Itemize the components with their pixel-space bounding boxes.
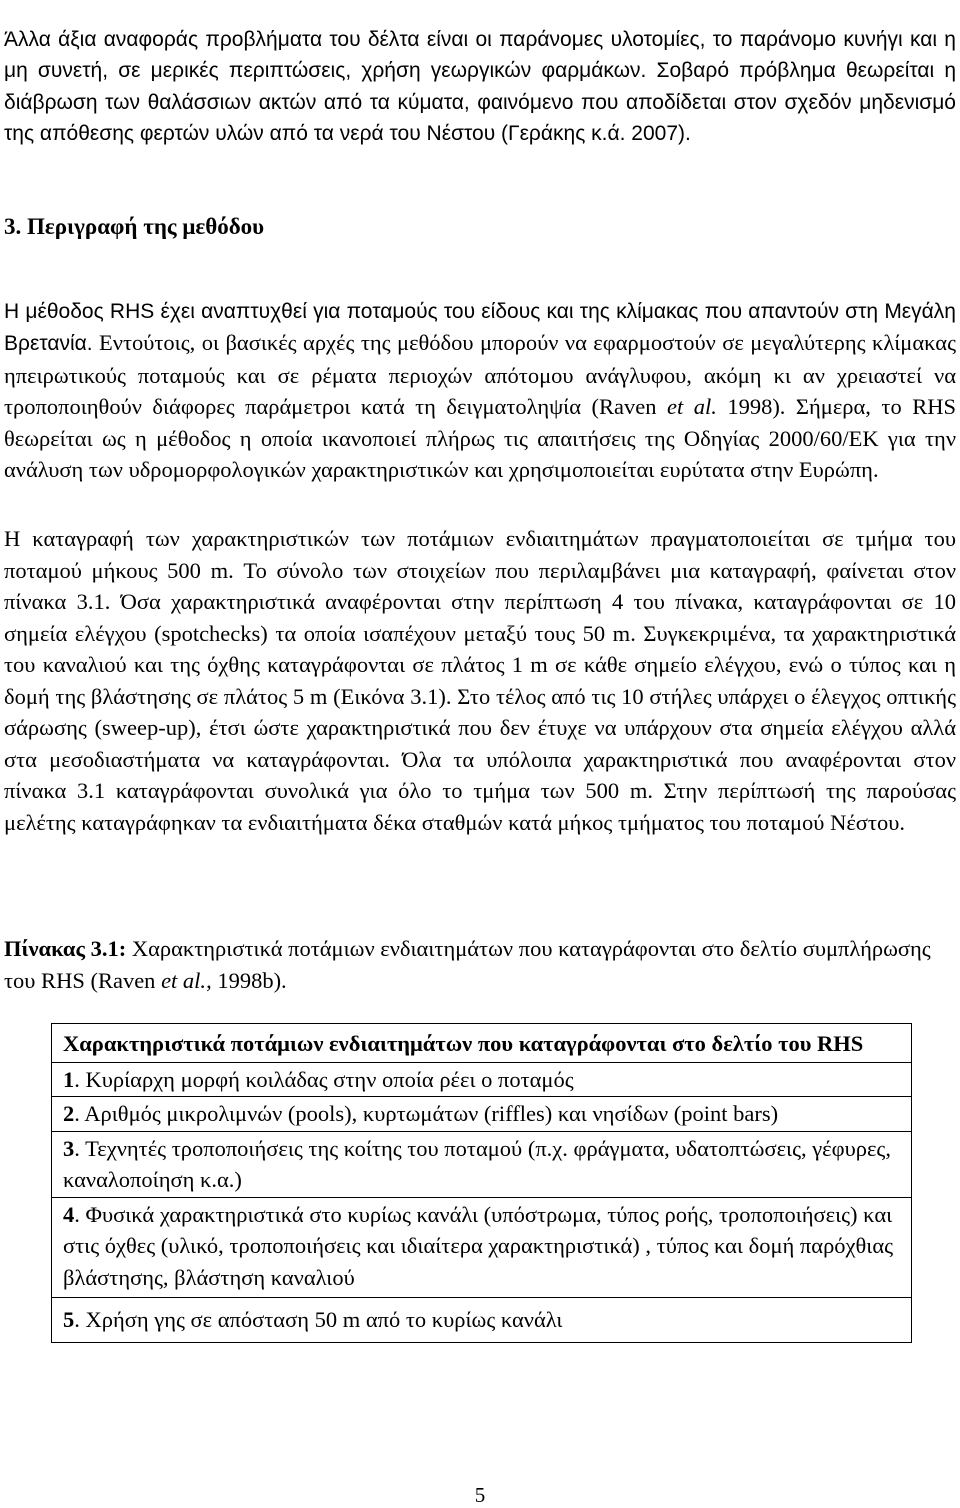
table-caption-text-1: Χαρακτηριστικά ποτάμιων ενδιαιτημάτων που καταγράφονται στο δελτίο συμπλήρωσης του RHS (Raven	[4, 936, 931, 993]
row-number: 5	[63, 1307, 75, 1332]
row-text: . Χρήση γης σε απόσταση 50 m από το κυρίως κανάλι	[74, 1307, 563, 1332]
method-paragraph	[4, 295, 956, 486]
table-cell	[52, 1097, 912, 1132]
row-number: 3	[63, 1135, 75, 1161]
method-paragraph-text-2: 1998). Σήμερα, το RHS θεωρείται ως η μέθοδος η οποία ικανοποιεί πλήρως τις απαιτήσεις της Οδηγίας 2000/60/ΕΚ για την ανάλυση των υδρομορφολογικών χαρακτηριστικών και χρησιμοποιείται ευρύτατα στην Ευρώπη.	[4, 394, 956, 483]
table-header-cell: Χαρακτηριστικά ποτάμιων ενδιαιτημάτων που καταγράφονται στο δελτίο του RHS	[52, 1024, 912, 1063]
table-row	[52, 1062, 912, 1097]
intro-paragraph: Άλλα άξια αναφοράς προβλήματα του δέλτα είναι οι παράνομες υλοτομίες, το παράνομο κυνήγι και η μη συνετή, σε μερικές περιπτώσεις, χρήση γεωργικών φαρμάκων. Σοβαρό πρόβλημα θεωρείται η διάβρωση των θαλάσσιων ακτών από τα κύματα, φαινόμενο που αποδίδεται στον σχεδόν μηδενισμό της απόθεσης φερτών υλών από τα νερά του Νέστου (Γεράκης κ.ά. 2007).	[4, 28, 956, 145]
row-number: 4	[63, 1201, 75, 1227]
method-paragraph-italic: et al.	[666, 394, 717, 420]
table-cell	[52, 1197, 912, 1298]
table-cell	[52, 1131, 912, 1197]
row-text: . Αριθμός μικρολιμνών (pools), κυρτωμάτων (riffles) και νησίδων (point bars)	[74, 1101, 779, 1126]
table-caption-italic: et al.	[161, 968, 207, 993]
table-cell	[52, 1298, 912, 1343]
table-caption-label: Πίνακας 3.1:	[4, 936, 127, 961]
row-text: . Τεχνητές τροποποιήσεις της κοίτης του ποταμού (π.χ. φράγματα, υδατοπτώσεις, γέφυρες, καναλοποίηση κ.α.)	[63, 1135, 891, 1192]
method-paragraph-sans-part: Η μέθοδος RHS έχει αναπτυχθεί για ποταμούς του είδους και της κλίμακας που απαντούν στη Μεγάλη Βρετανία.	[4, 300, 956, 356]
table-caption	[4, 933, 956, 997]
recording-paragraph: Η καταγραφή των χαρακτηριστικών των ποτάμιων ενδιαιτημάτων πραγματοποιείται σε τμήμα του ποταμού μήκους 500 m. Το σύνολο των στοιχείων που περιλαμβάνει μια καταγραφή, φαίνεται στον πίνακα 3.1. Όσα χαρακτηριστικά αναφέρονται στην περίπτωση 4 του πίνακα, καταγράφονται σε 10 σημεία ελέγχου (spotchecks) τα οποία ισαπέχουν μεταξύ τους 50 m. Συγκεκριμένα, τα χαρακτηριστικά του καναλιού και της όχθης καταγράφονται σε πλάτος 1 m σε κάθε σημείο ελέγχου, ενώ ο τύπος και η δομή της βλάστησης σε πλάτος 5 m (Εικόνα 3.1). Στο τέλος από τις 10 στήλες υπάρχει ο έλεγχος οπτικής σάρωσης (sweep-up), έτσι ώστε χαρακτηριστικά που δεν έτυχε να υπάρχουν στα σημεία ελέγχου αλλά στα μεσοδιαστήματα να καταγράφονται. Όλα τα υπόλοιπα χαρακτηριστικά που αναφέρονται στον πίνακα 3.1 καταγράφονται συνολικά για όλο το τμήμα των 500 m. Στην περίπτωσή της παρούσας μελέτης καταγράφηκαν τα ενδιαιτήματα δέκα σταθμών κατά μήκος τμήματος του ποταμού Νέστου.	[4, 526, 956, 835]
section-heading: 3. Περιγραφή της μεθόδου	[4, 214, 265, 239]
method-paragraph-text-1: Εντούτοις, οι βασικές αρχές της μεθόδου μπορούν να εφαρμοστούν σε μεγαλύτερης κλίμακας ηπειρωτικούς ποταμούς και σε ρέματα περιοχών απότομου ανάγλυφου, ακόμη κι αν χρειαστεί να τροποποιηθούν διάφορες παράμετροι κατά τη δειγματοληψία (Raven	[4, 330, 956, 420]
row-number: 1	[63, 1066, 75, 1092]
page-number: 5	[474, 1483, 486, 1507]
row-number: 2	[63, 1101, 75, 1126]
table-header-row	[52, 1024, 912, 1063]
rhs-features-table	[51, 1023, 912, 1343]
table-row	[52, 1097, 912, 1132]
table-caption-text-2: , 1998b).	[206, 968, 287, 993]
table-row	[52, 1131, 912, 1197]
table-cell	[52, 1062, 912, 1097]
table-row	[52, 1197, 912, 1298]
row-text: . Φυσικά χαρακτηριστικά στο κυρίως κανάλι (υπόστρωμα, τύπος ροής, τροποποιήσεις) και στις όχθες (υλικό, τροποποιήσεις και ιδιαίτερα χαρακτηριστικά) , τύπος και δομή παρόχθιας βλάστησης, βλάστηση καναλιού	[63, 1201, 894, 1290]
table-row	[52, 1298, 912, 1343]
row-text: . Κυρίαρχη μορφή κοιλάδας στην οποία ρέει ο ποταμός	[74, 1066, 574, 1092]
